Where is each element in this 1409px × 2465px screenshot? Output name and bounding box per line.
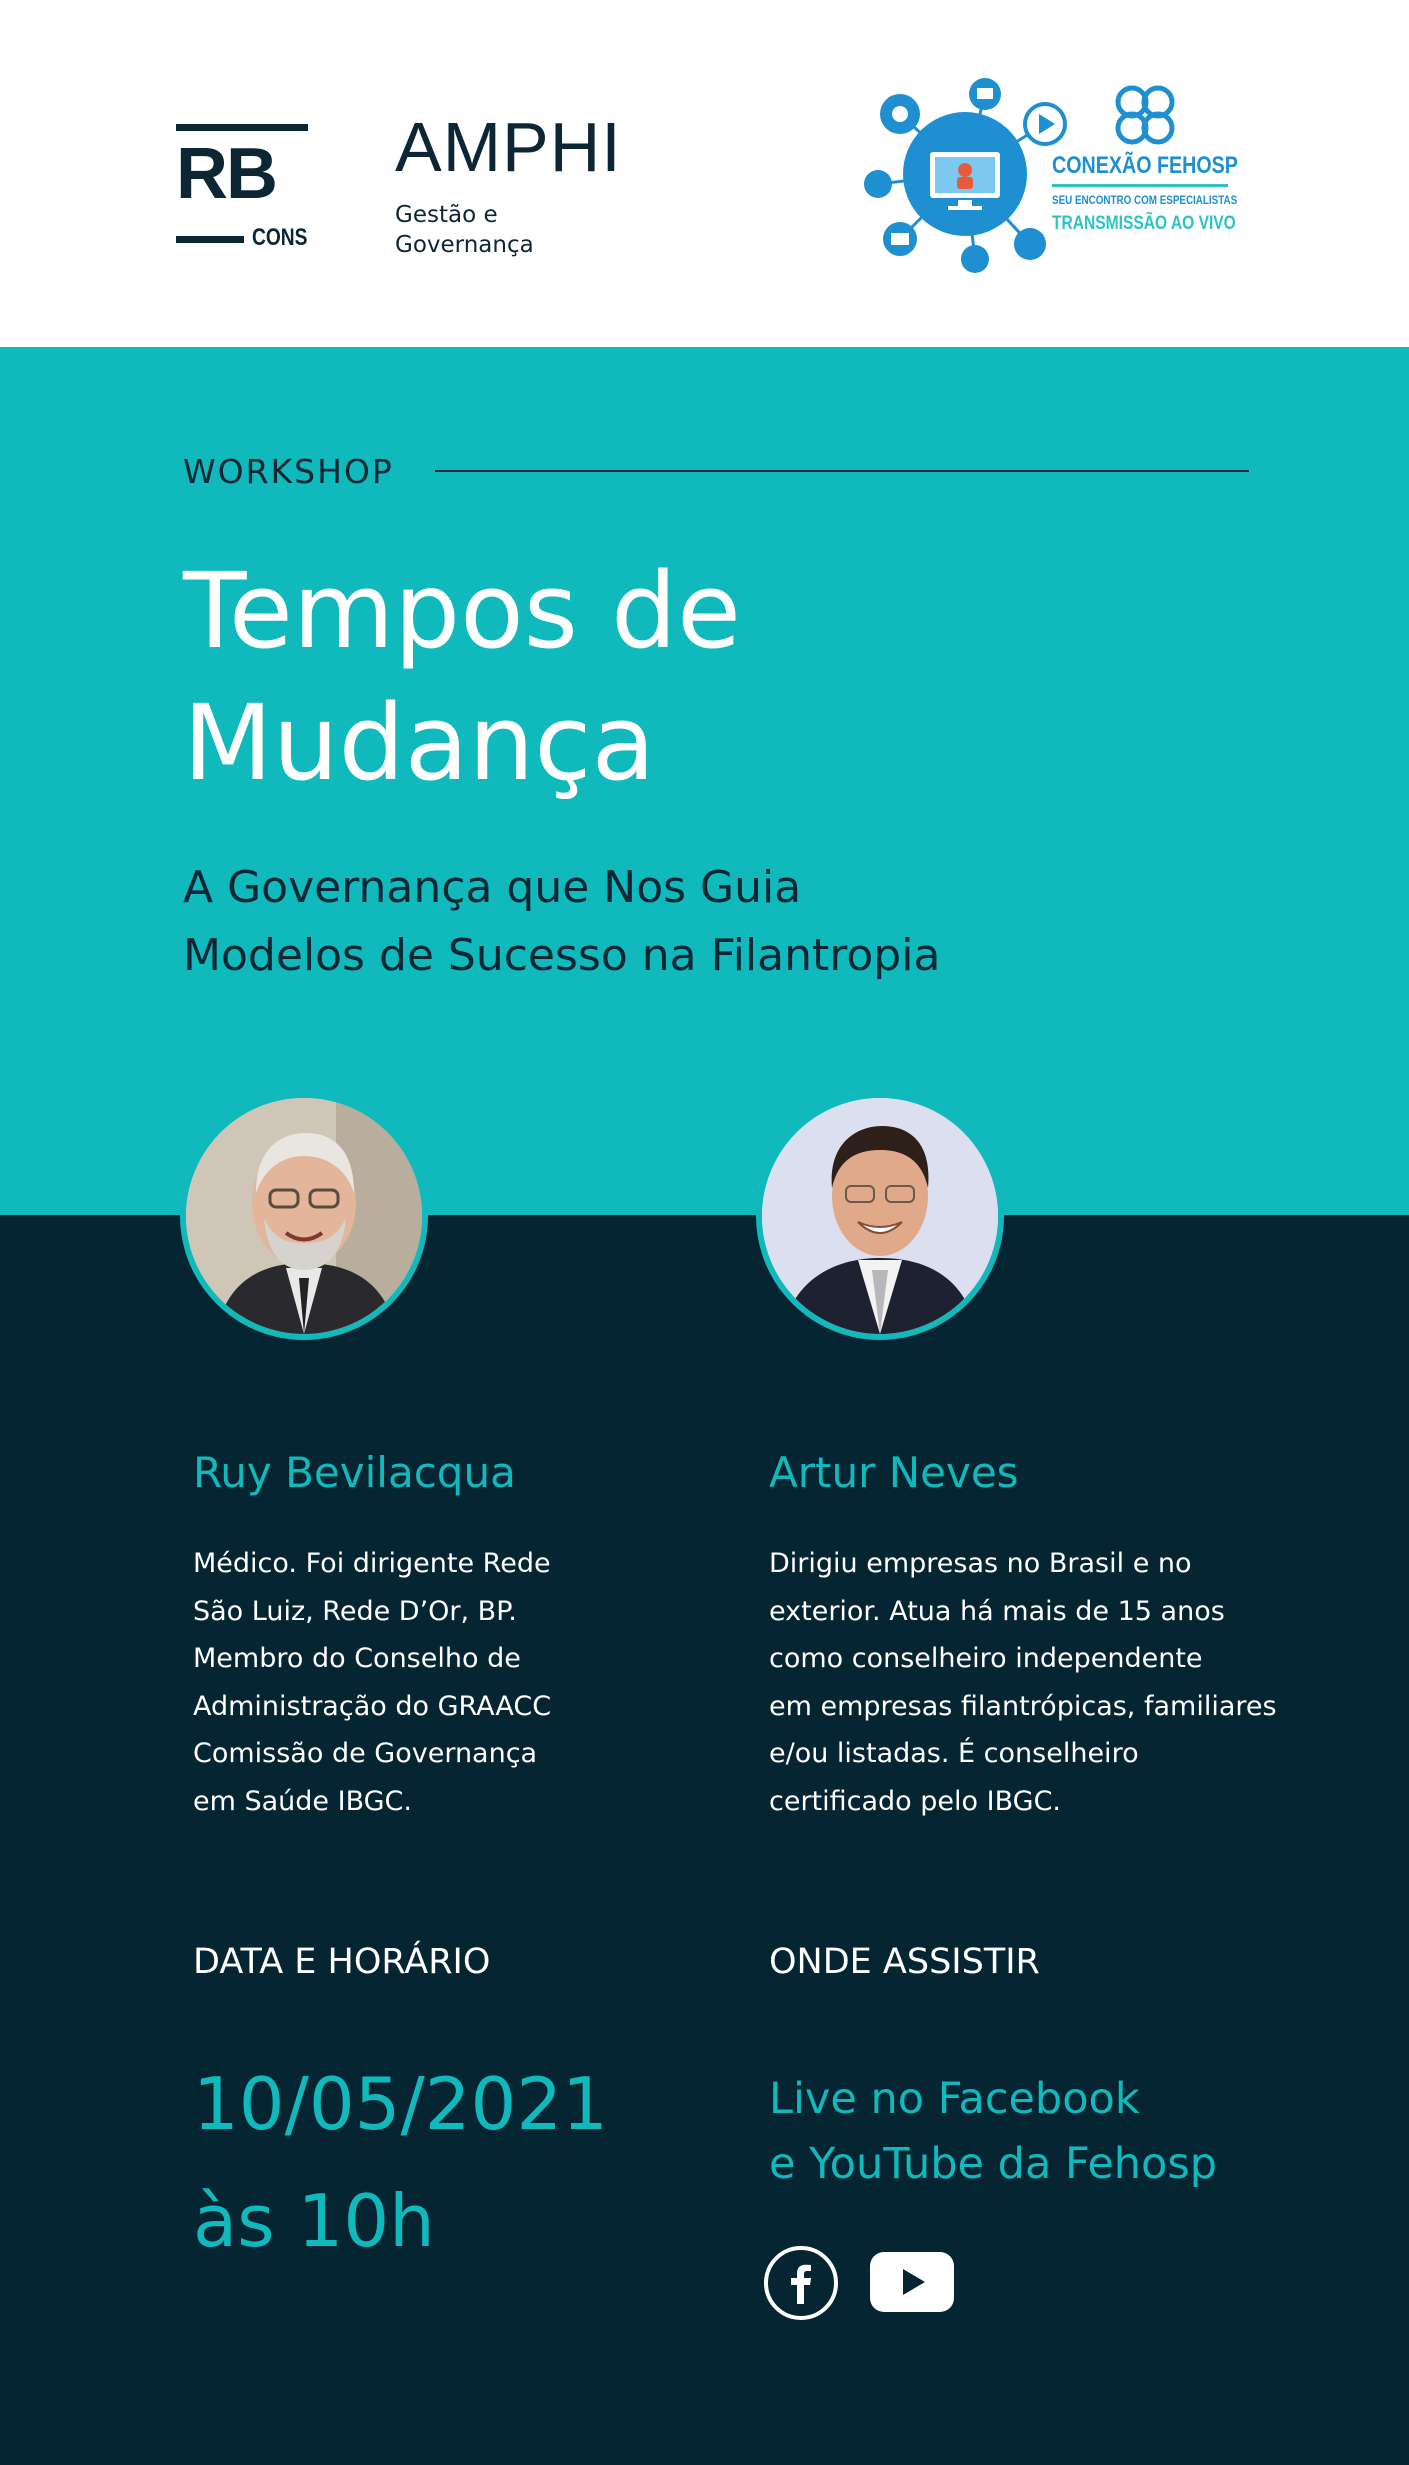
- event-time: às 10h: [193, 2179, 435, 2263]
- page-title: [183, 545, 1183, 809]
- rb-cons-logo: [176, 124, 308, 256]
- bio-line: exterior. Atua há mais de 15 anos: [769, 1595, 1225, 1627]
- watch-line2: e YouTube da Fehosp: [769, 2139, 1218, 2189]
- speaker-photo-ruy: [180, 1092, 428, 1340]
- fehosp-live-label: TRANSMISSÃO AO VIVO: [1052, 213, 1236, 234]
- bio-line: Membro do Conselho de: [193, 1643, 521, 1674]
- bio-line: Comissão de Governança: [193, 1738, 538, 1769]
- fehosp-divider: [1052, 184, 1228, 187]
- bio-line: como conselheiro independente: [769, 1643, 1203, 1674]
- subtitle-line2: Modelos de Sucesso na Filantropia: [183, 930, 941, 981]
- details-section: [0, 1215, 1409, 2465]
- speaker-name-ruy: Ruy Bevilacqua: [193, 1448, 516, 1497]
- bio-line: Dirigiu empresas no Brasil e no: [769, 1548, 1192, 1579]
- logo-bottom-bar: [176, 236, 244, 243]
- logo-top-bar: [176, 124, 308, 131]
- speaker-photo-artur: [756, 1092, 1004, 1340]
- facebook-icon[interactable]: [764, 2246, 838, 2320]
- fehosp-title: CONEXÃO FEHOSP: [1052, 152, 1238, 179]
- event-date: 10/05/2021: [193, 2062, 608, 2146]
- rb-logo-suffix: CONS: [252, 224, 308, 251]
- rb-logo-letters: RB: [176, 134, 276, 214]
- bio-line: São Luiz, Rede D’Or, BP.: [193, 1595, 517, 1627]
- bio-line: e/ou listadas. É conselheiro: [769, 1738, 1139, 1769]
- speaker-name-artur: Artur Neves: [769, 1448, 1019, 1497]
- workshop-eyebrow: WORKSHOP: [183, 452, 394, 491]
- bio-line: em empresas filantrópicas, familiares: [769, 1690, 1277, 1722]
- title-line1: Tempos de: [183, 550, 742, 672]
- amphi-subtitle-line1: Gestão e: [395, 202, 498, 228]
- schedule-label: DATA E HORÁRIO: [193, 1942, 491, 1982]
- youtube-icon[interactable]: [870, 2252, 954, 2312]
- bio-line: Administração do GRAACC: [193, 1690, 552, 1722]
- watch-label: ONDE ASSISTIR: [769, 1942, 1040, 1982]
- avatar-portrait: [186, 1098, 422, 1334]
- subtitle-line1: A Governança que Nos Guia: [183, 862, 802, 913]
- avatar-portrait: [762, 1098, 998, 1334]
- facebook-glyph: [768, 2250, 834, 2316]
- bio-line: certificado pelo IBGC.: [769, 1785, 1062, 1817]
- amphi-subtitle-line2: Governança: [395, 232, 534, 258]
- speaker-bio-artur: [769, 1540, 1277, 1825]
- youtube-play-glyph: [870, 2252, 954, 2312]
- fehosp-tagline: SEU ENCONTRO COM ESPECIALISTAS: [1052, 193, 1238, 207]
- amphi-logo-subtitle: [395, 200, 655, 260]
- watch-line1: Live no Facebook: [769, 2074, 1140, 2124]
- bio-line: em Saúde IBGC.: [193, 1785, 412, 1817]
- amphi-logo-title: AMPHI: [395, 108, 622, 186]
- bio-line: Médico. Foi dirigente Rede: [193, 1548, 551, 1579]
- title-line2: Mudança: [183, 682, 656, 804]
- speaker-bio-ruy: [193, 1540, 551, 1825]
- eyebrow-rule: [435, 470, 1249, 472]
